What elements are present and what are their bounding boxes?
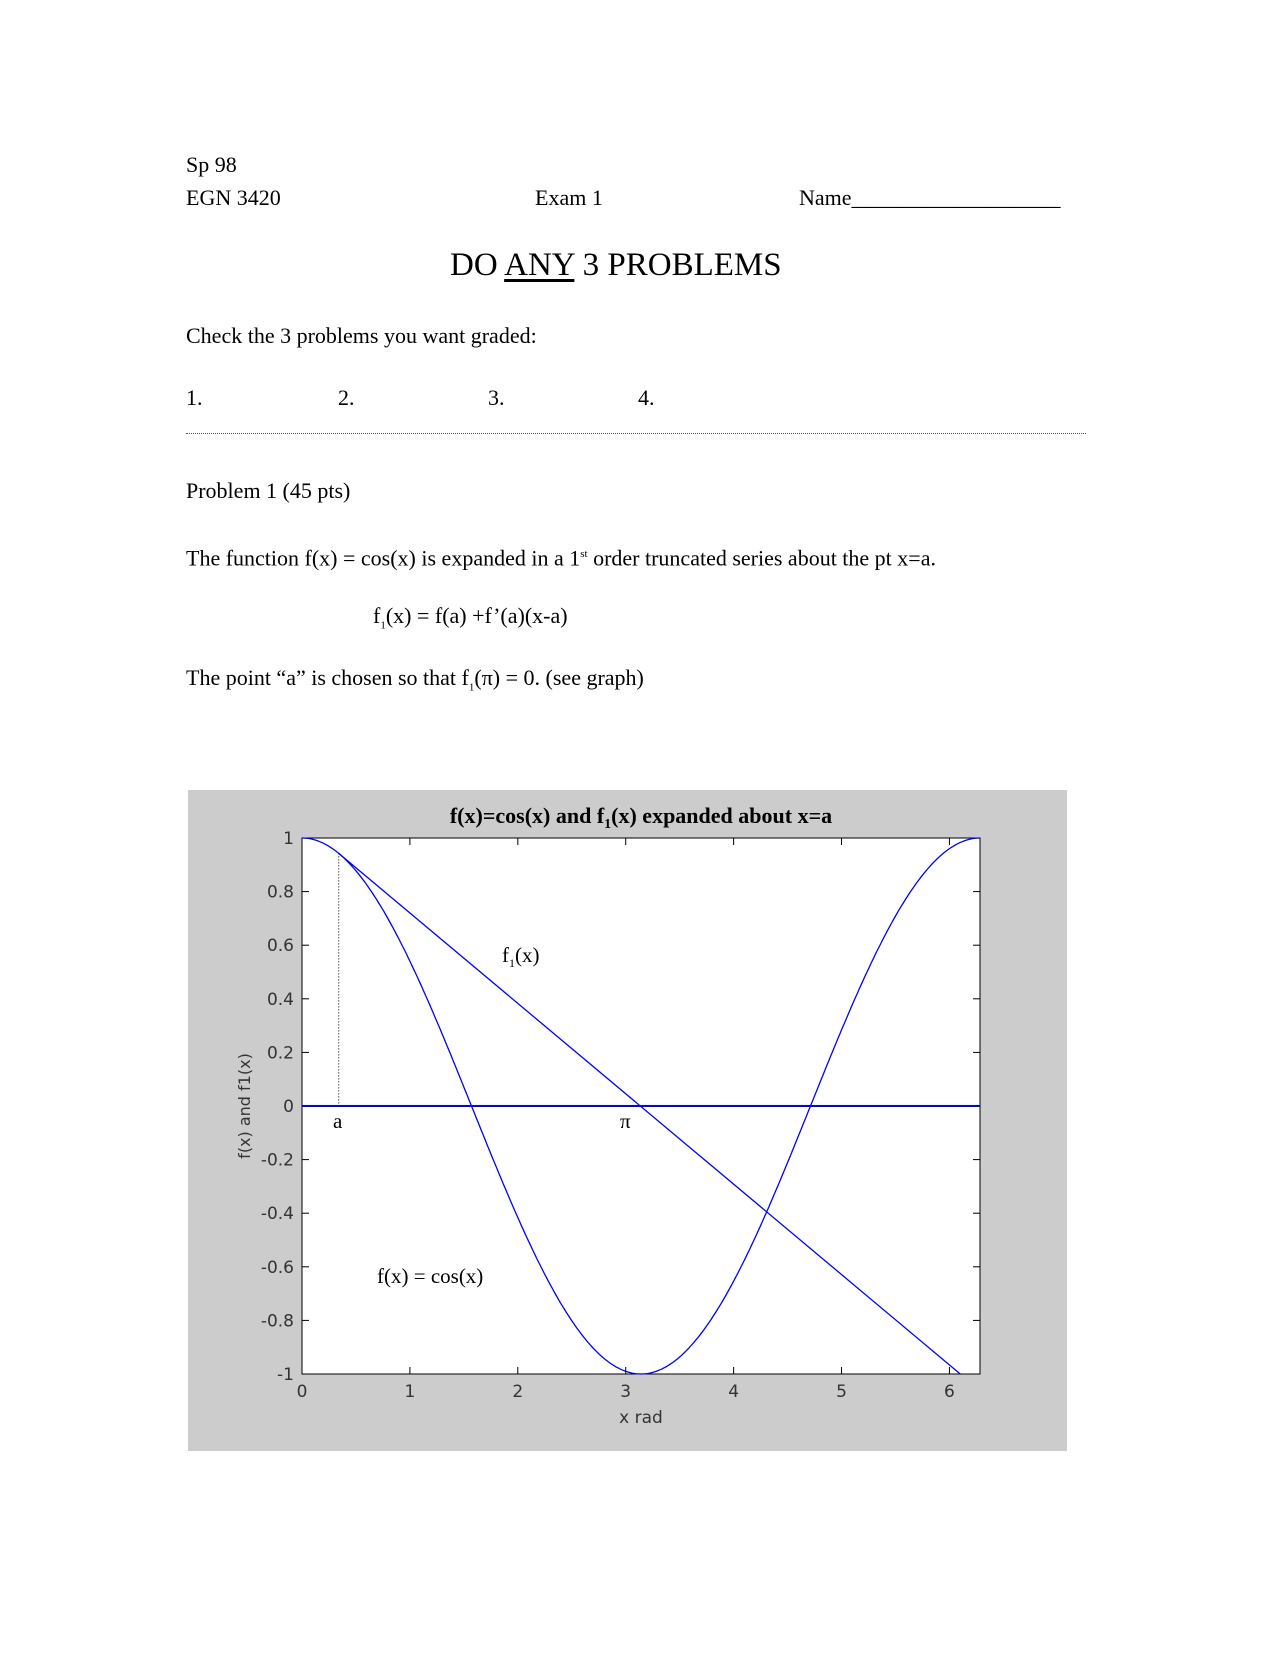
y-tick-label--1: -1 — [277, 1365, 294, 1385]
title-post: 3 PROBLEMS — [582, 247, 782, 283]
pi-point-label: π — [620, 1109, 631, 1133]
x-tick-label-5: 5 — [836, 1382, 847, 1402]
option-3[interactable]: 3. — [488, 385, 505, 410]
f1-curve-label: $f_1(x)$ — [502, 943, 540, 970]
cos-curve-label: f(x) = cos(x) — [377, 1264, 484, 1288]
y-tick-label-0.4: 0.4 — [266, 989, 294, 1010]
x-axis-label: x rad — [619, 1408, 663, 1428]
statement-pre: The function f(x) = cos(x) is expanded in a 1 — [186, 545, 581, 571]
x-tick-label-3: 3 — [620, 1382, 632, 1402]
divider — [186, 433, 1086, 434]
chart-title: f(x)=cos(x) and $f_1(x)$ expanded about x=a — [449, 803, 833, 832]
x-tick-label-0: 0 — [296, 1382, 308, 1402]
title-emph: ANY — [504, 247, 575, 283]
formula-post: (x) = f(a) +f’(a)(x-a) — [385, 603, 568, 628]
a-point-label: a — [333, 1109, 343, 1133]
x-tick-label-2: 2 — [512, 1382, 524, 1402]
y-tick-label--0.2: -0.2 — [260, 1150, 294, 1171]
formula — [373, 603, 568, 638]
point-sub: 1 — [468, 681, 475, 694]
title-pre: DO — [450, 247, 498, 283]
option-1[interactable]: 1. — [186, 385, 203, 410]
check-instructions: Check the 3 problems you want graded: — [186, 323, 537, 348]
option-2[interactable]: 2. — [338, 385, 355, 410]
y-tick-label--0.4: -0.4 — [260, 1204, 294, 1225]
y-tick-label-0.2: 0.2 — [266, 1043, 294, 1064]
term-label: Sp 98 — [186, 152, 237, 177]
x-tick-label-1: 1 — [404, 1382, 416, 1402]
y-tick-label-0.8: 0.8 — [266, 882, 294, 903]
page-title — [450, 246, 782, 284]
option-4[interactable]: 4. — [638, 385, 655, 410]
problem-statement — [186, 541, 936, 571]
chart-panel — [188, 790, 1067, 1451]
point-statement — [186, 665, 644, 700]
formula-sub: 1 — [380, 619, 386, 632]
x-tick-label-6: 6 — [944, 1382, 955, 1402]
chart-svg — [188, 790, 1067, 1451]
y-tick-label-0: 0 — [283, 1097, 294, 1117]
point-post: (π) = 0. (see graph) — [474, 665, 644, 690]
point-pre: The point “a” is chosen so that f — [186, 665, 469, 690]
course-label: EGN 3420 — [186, 185, 281, 210]
y-axis-label: f(x) and f1(x) — [235, 1053, 254, 1159]
formula-pre: f — [373, 603, 381, 628]
name-field[interactable]: Name___________________ — [799, 185, 1061, 210]
x-tick-label-4: 4 — [728, 1382, 740, 1402]
y-tick-label--0.8: -0.8 — [260, 1311, 294, 1332]
y-tick-label-1: 1 — [283, 829, 294, 849]
statement-post: order truncated series about the pt x=a. — [587, 545, 936, 571]
y-tick-label--0.6: -0.6 — [260, 1257, 294, 1278]
exam-label: Exam 1 — [535, 185, 603, 210]
statement-sup: st — [580, 548, 588, 560]
problem-heading: Problem 1 (45 pts) — [186, 478, 351, 503]
y-tick-label-0.6: 0.6 — [266, 936, 294, 957]
